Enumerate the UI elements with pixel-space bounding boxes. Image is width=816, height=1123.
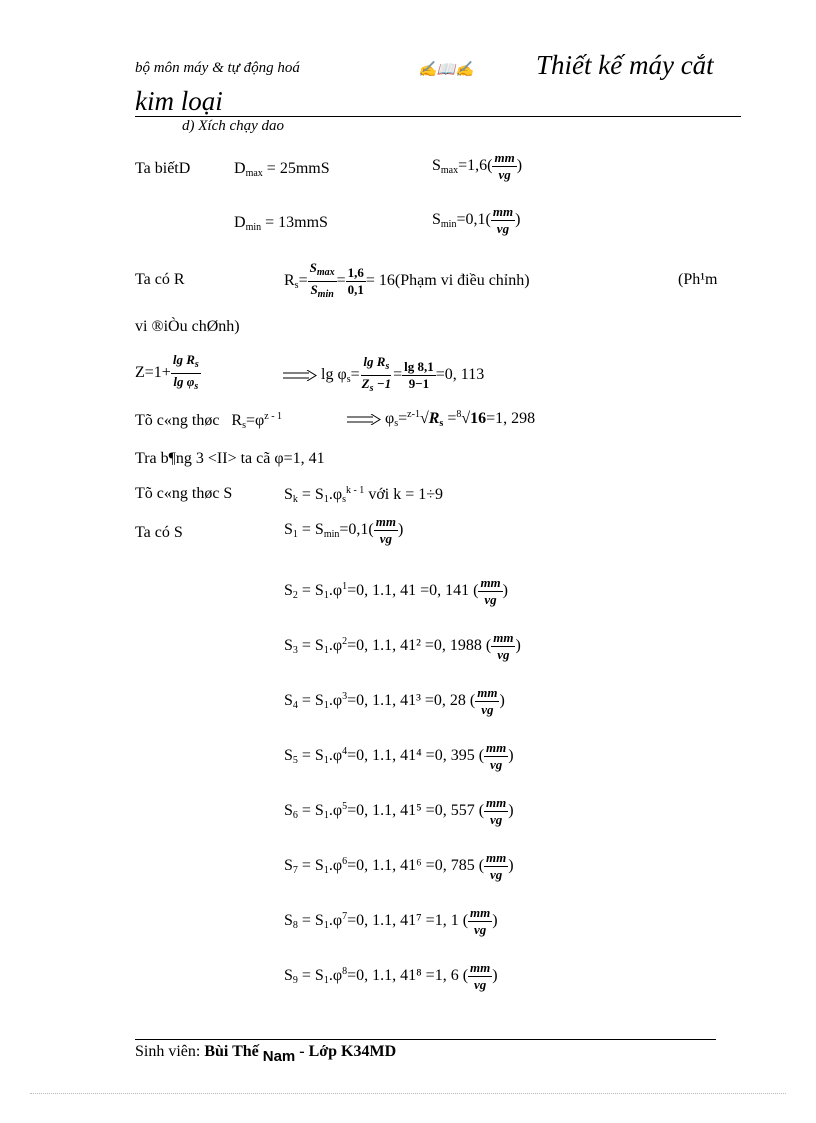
- footer-class: - Lớp K34MD: [299, 1043, 397, 1060]
- label-ta-co-r: Ta có R: [135, 271, 185, 288]
- unit-denominator: vg: [489, 812, 503, 827]
- unit-numerator: mm: [486, 850, 507, 865]
- unit-denominator: vg: [489, 757, 503, 772]
- unit-denominator: vg: [496, 221, 510, 236]
- double-arrow-icon: [347, 414, 381, 425]
- rs-num: S: [309, 260, 317, 275]
- s-value: =0, 1.1, 41² =0, 1988 (: [347, 637, 492, 655]
- label-ta-biet: Ta biết: [135, 160, 179, 177]
- dmax-value: 25mm: [279, 160, 321, 177]
- unit-denominator: vg: [484, 592, 497, 607]
- s-row: $S_2 = S_1.\varphi^1=0$, 1.1, 41 =0, 141 ( $\frac{mm}{vg}$ ): [284, 575, 508, 607]
- label-ta-co-s: Ta có S: [135, 524, 183, 541]
- s-row: $S_4 = S_1.\varphi^3=0$, 1.1, 41³ =0, 28 ( $\frac{mm}{vg}$ ): [284, 685, 505, 717]
- s-exp: 4: [342, 746, 348, 758]
- unit-denominator: vg: [489, 867, 503, 882]
- unit-numerator: mm: [492, 204, 514, 219]
- s-exp: 6: [342, 856, 348, 868]
- s-value: =0, 1.1, 41⁶ =0, 785 (: [347, 857, 485, 875]
- s-index: 2: [292, 590, 298, 602]
- s-row: $S_6 = S_1.\varphi^5=0$, 1.1, 41⁵ =0, 557 ( $\frac{mm}{vg}$ ): [284, 795, 514, 827]
- unit-denominator: vg: [379, 531, 392, 546]
- rs-result: = 16(Phạm vi điều chỉnh): [365, 272, 530, 290]
- rs-duplicate-1: (Ph¹m: [678, 271, 718, 288]
- s-exp: 5: [342, 801, 348, 813]
- header-department: bộ môn máy & tự động hoá: [135, 60, 300, 76]
- label-from-formula-s: Tõ c«ng thøc S: [135, 485, 233, 502]
- s-value: =0, 1.1, 41⁵ =0, 557 (: [347, 802, 485, 820]
- s-index: 7: [292, 865, 298, 877]
- unit-denominator: vg: [481, 702, 494, 717]
- s-value: =0, 1.1, 41³ =0, 28 (: [347, 692, 476, 710]
- root-index-2: 8: [456, 409, 462, 420]
- s-row: $S_7 = S_1.\varphi^6=0$, 1.1, 41⁶ =0, 785 ( $\frac{mm}{vg}$ ): [284, 850, 514, 882]
- s-exp: 2: [342, 636, 348, 648]
- z-den: lg φ: [173, 374, 195, 389]
- phi-root-expression: $\varphi_s=^{z-1}√R_s =^8√16=1$, 298: [347, 409, 535, 429]
- lg-expression: $\lg \varphi_s=$ $\frac{\lg R_s}{Z_s -1}$ = $\frac{\lg 8,1}{9-1}$ =0, 113: [283, 354, 484, 397]
- header-title-continued: kim loại: [135, 86, 223, 116]
- label-d: D: [178, 160, 191, 177]
- section-heading: d) Xích chạy dao: [182, 118, 285, 134]
- unit-numerator: mm: [486, 740, 507, 755]
- footer-student-name: Bùi Thế: [204, 1043, 259, 1060]
- root-value: 16: [470, 410, 487, 427]
- rs-num-value: 1,6: [347, 265, 364, 280]
- s-exp: 3: [342, 691, 348, 703]
- sk-equals: = S: [301, 486, 324, 503]
- sk-condition: với k = 1÷9: [368, 486, 444, 503]
- double-arrow-icon: [283, 370, 317, 381]
- smax-expression: $S_{max}=1,6$( $\frac{mm}{vg}$ ): [432, 150, 523, 182]
- unit-numerator: mm: [470, 905, 491, 920]
- s-value: =0, 1.1, 41 =0, 141 (: [347, 582, 479, 600]
- unit-numerator: mm: [486, 795, 507, 810]
- lg-result: =0, 113: [435, 366, 485, 384]
- z-num: lg R: [172, 352, 195, 367]
- dmax-expression: $D_{max} = 25mmS$: [234, 160, 330, 179]
- smin-expression: $S_{min}=0,1$( $\frac{mm}{vg}$ ): [432, 204, 521, 236]
- s-value: =0, 1.1, 41⁷ =1, 1 (: [347, 912, 469, 930]
- lg-label: lg φ: [321, 366, 347, 384]
- s-index: 8: [292, 920, 298, 932]
- row-ta-biet: [135, 160, 190, 178]
- table-lookup: Tra b¶ng 3 <II> ta cã φ=1, 41: [135, 450, 325, 467]
- footer-label: Sinh viên:: [135, 1043, 201, 1060]
- rs-expression: $R_s=$ $\frac{S_{max}}{S_{min}}$ = $\frac{1,6}{0,1}$ = 16(Phạm vi điều chỉnh): [284, 260, 530, 300]
- dmin-value: 13mm: [278, 214, 320, 231]
- label-from-formula: Tõ c«ng thøc: [135, 412, 220, 429]
- rs-den-value: 0,1: [347, 282, 364, 297]
- unit-numerator: mm: [494, 150, 515, 165]
- header-rule: [135, 116, 741, 117]
- unit-numerator: mm: [477, 685, 498, 700]
- dmin-expression: $D_{min} = 13mmS$: [234, 214, 328, 233]
- unit-denominator: vg: [473, 922, 487, 937]
- footer-student-given-name: Nam: [262, 1048, 296, 1065]
- s1-value: =0,1(: [339, 521, 374, 539]
- lg-den-value: 9−1: [408, 376, 430, 391]
- s-value: =0, 1.1, 41⁸ =1, 6 (: [347, 967, 469, 985]
- unit-numerator: mm: [493, 630, 514, 645]
- s-row: $S_5 = S_1.\varphi^4=0$, 1.1, 41⁴ =0, 395 ( $\frac{mm}{vg}$ ): [284, 740, 514, 772]
- page-bottom-border: [30, 1093, 786, 1094]
- z-expression: Z=1+ $\frac{\lg R_s}{\lg \varphi_s}$: [135, 352, 199, 392]
- rs-duplicate-2: vi ®iÒu chØnh): [135, 318, 240, 335]
- s-row: $S_3 = S_1.\varphi^2=0$, 1.1, 41² =0, 1988 ( $\frac{mm}{vg}$ ): [284, 630, 521, 662]
- smin-value: =0,1(: [456, 211, 491, 229]
- from-formula-r: Tõ c«ng thøc $R_s=\varphi^{z - 1}$: [135, 411, 283, 431]
- s-value: =0, 1.1, 41⁴ =0, 395 (: [347, 747, 485, 765]
- lg-num: lg R: [363, 354, 386, 369]
- lg-num-value: lg 8,1: [404, 359, 434, 374]
- s-exp: 7: [342, 911, 348, 923]
- sk-formula: $S_k = S_1.\varphi_s^{k - 1}$ với k = 1÷9: [284, 485, 444, 505]
- s-index: 4: [292, 700, 298, 712]
- lg-den: Z: [361, 376, 370, 391]
- book-icon: ✍📖✍: [418, 62, 475, 78]
- unit-denominator: vg: [497, 647, 510, 662]
- rs-den: S: [310, 282, 318, 297]
- s1-equals: = S: [301, 521, 324, 539]
- unit-numerator: mm: [375, 514, 396, 529]
- s-exp: 1: [342, 581, 348, 593]
- s-row: $S_9 = S_1.\varphi^8=0$, 1.1, 41⁸ =1, 6 ( $\frac{mm}{vg}$ ): [284, 960, 498, 992]
- footer: [135, 1043, 396, 1065]
- root-index: z-1: [407, 409, 420, 420]
- s-index: 6: [292, 810, 298, 822]
- s-index: 9: [292, 975, 298, 987]
- footer-rule: [135, 1039, 716, 1040]
- s1-expression: $S_1 = S_{min}=0,1$( $\frac{mm}{vg}$ ): [284, 514, 404, 546]
- smax-value: =1,6(: [458, 157, 493, 175]
- phi-result: =1, 298: [486, 410, 536, 427]
- rs-phi: =φ: [246, 412, 265, 429]
- unit-numerator: mm: [480, 575, 501, 590]
- unit-numerator: mm: [470, 960, 491, 975]
- s-exp: 8: [342, 966, 348, 978]
- s-row: $S_8 = S_1.\varphi^7=0$, 1.1, 41⁷ =1, 1 ( $\frac{mm}{vg}$ ): [284, 905, 498, 937]
- s-index: 3: [292, 645, 298, 657]
- header-title: Thiết kế máy cắt: [536, 50, 714, 80]
- s-index: 5: [292, 755, 298, 767]
- unit-denominator: vg: [498, 167, 511, 182]
- unit-denominator: vg: [473, 977, 487, 992]
- z-label: Z=1+: [135, 364, 171, 382]
